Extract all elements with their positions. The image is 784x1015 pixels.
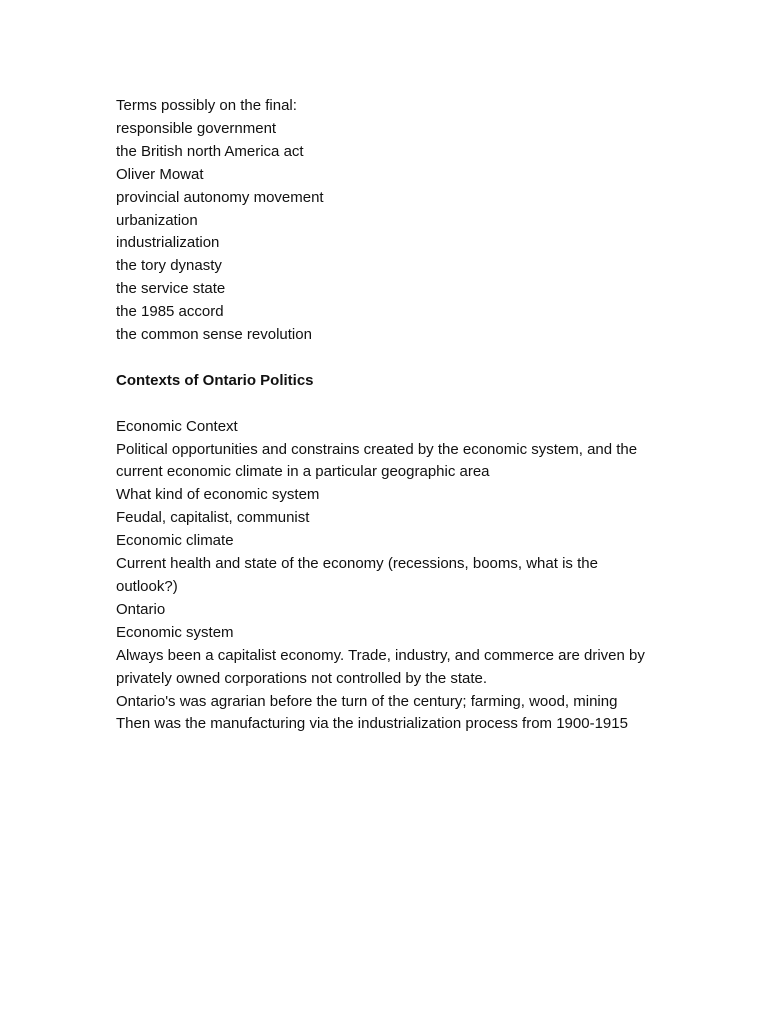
body-paragraph: Always been a capitalist economy. Trade, industry, and commerce are driven by privately owned corporations not controlled by the state. xyxy=(116,646,645,687)
term-item: industrialization xyxy=(116,234,220,252)
term-item: provincial autonomy movement xyxy=(116,188,324,206)
term-item: the 1985 accord xyxy=(116,303,224,321)
body-line: Economic climate xyxy=(116,532,234,550)
term-item: Oliver Mowat xyxy=(116,165,204,183)
body-line: Ontario xyxy=(116,600,166,618)
body-paragraph: Current health and state of the economy (recessions, booms, what is the outlook?) xyxy=(116,555,598,595)
section-heading: Contexts of Ontario Politics xyxy=(116,371,314,389)
body-line: Economic Context xyxy=(116,417,238,435)
spacer xyxy=(116,393,676,416)
body-line: Then was the manufacturing via the industrialization process from 1900-1915 xyxy=(116,715,628,733)
term-item: the common sense revolution xyxy=(116,326,312,344)
document-page xyxy=(116,95,676,736)
body-paragraph: Political opportunities and constrains created by the economic system, and the current economic climate in a particular geographic area xyxy=(116,440,638,481)
term-item: responsible government xyxy=(116,119,277,137)
term-item: the service state xyxy=(116,280,226,298)
term-item: the tory dynasty xyxy=(116,257,222,275)
terms-intro: Terms possibly on the final: xyxy=(116,97,297,114)
body-line: What kind of economic system xyxy=(116,486,320,504)
body-line: Economic system xyxy=(116,623,234,641)
body-line: Ontario's was agrarian before the turn of the century; farming, wood, mining xyxy=(116,692,618,710)
spacer xyxy=(116,347,676,370)
body-line: Feudal, capitalist, communist xyxy=(116,509,310,527)
term-item: the British north America act xyxy=(116,142,304,160)
term-item: urbanization xyxy=(116,211,198,229)
